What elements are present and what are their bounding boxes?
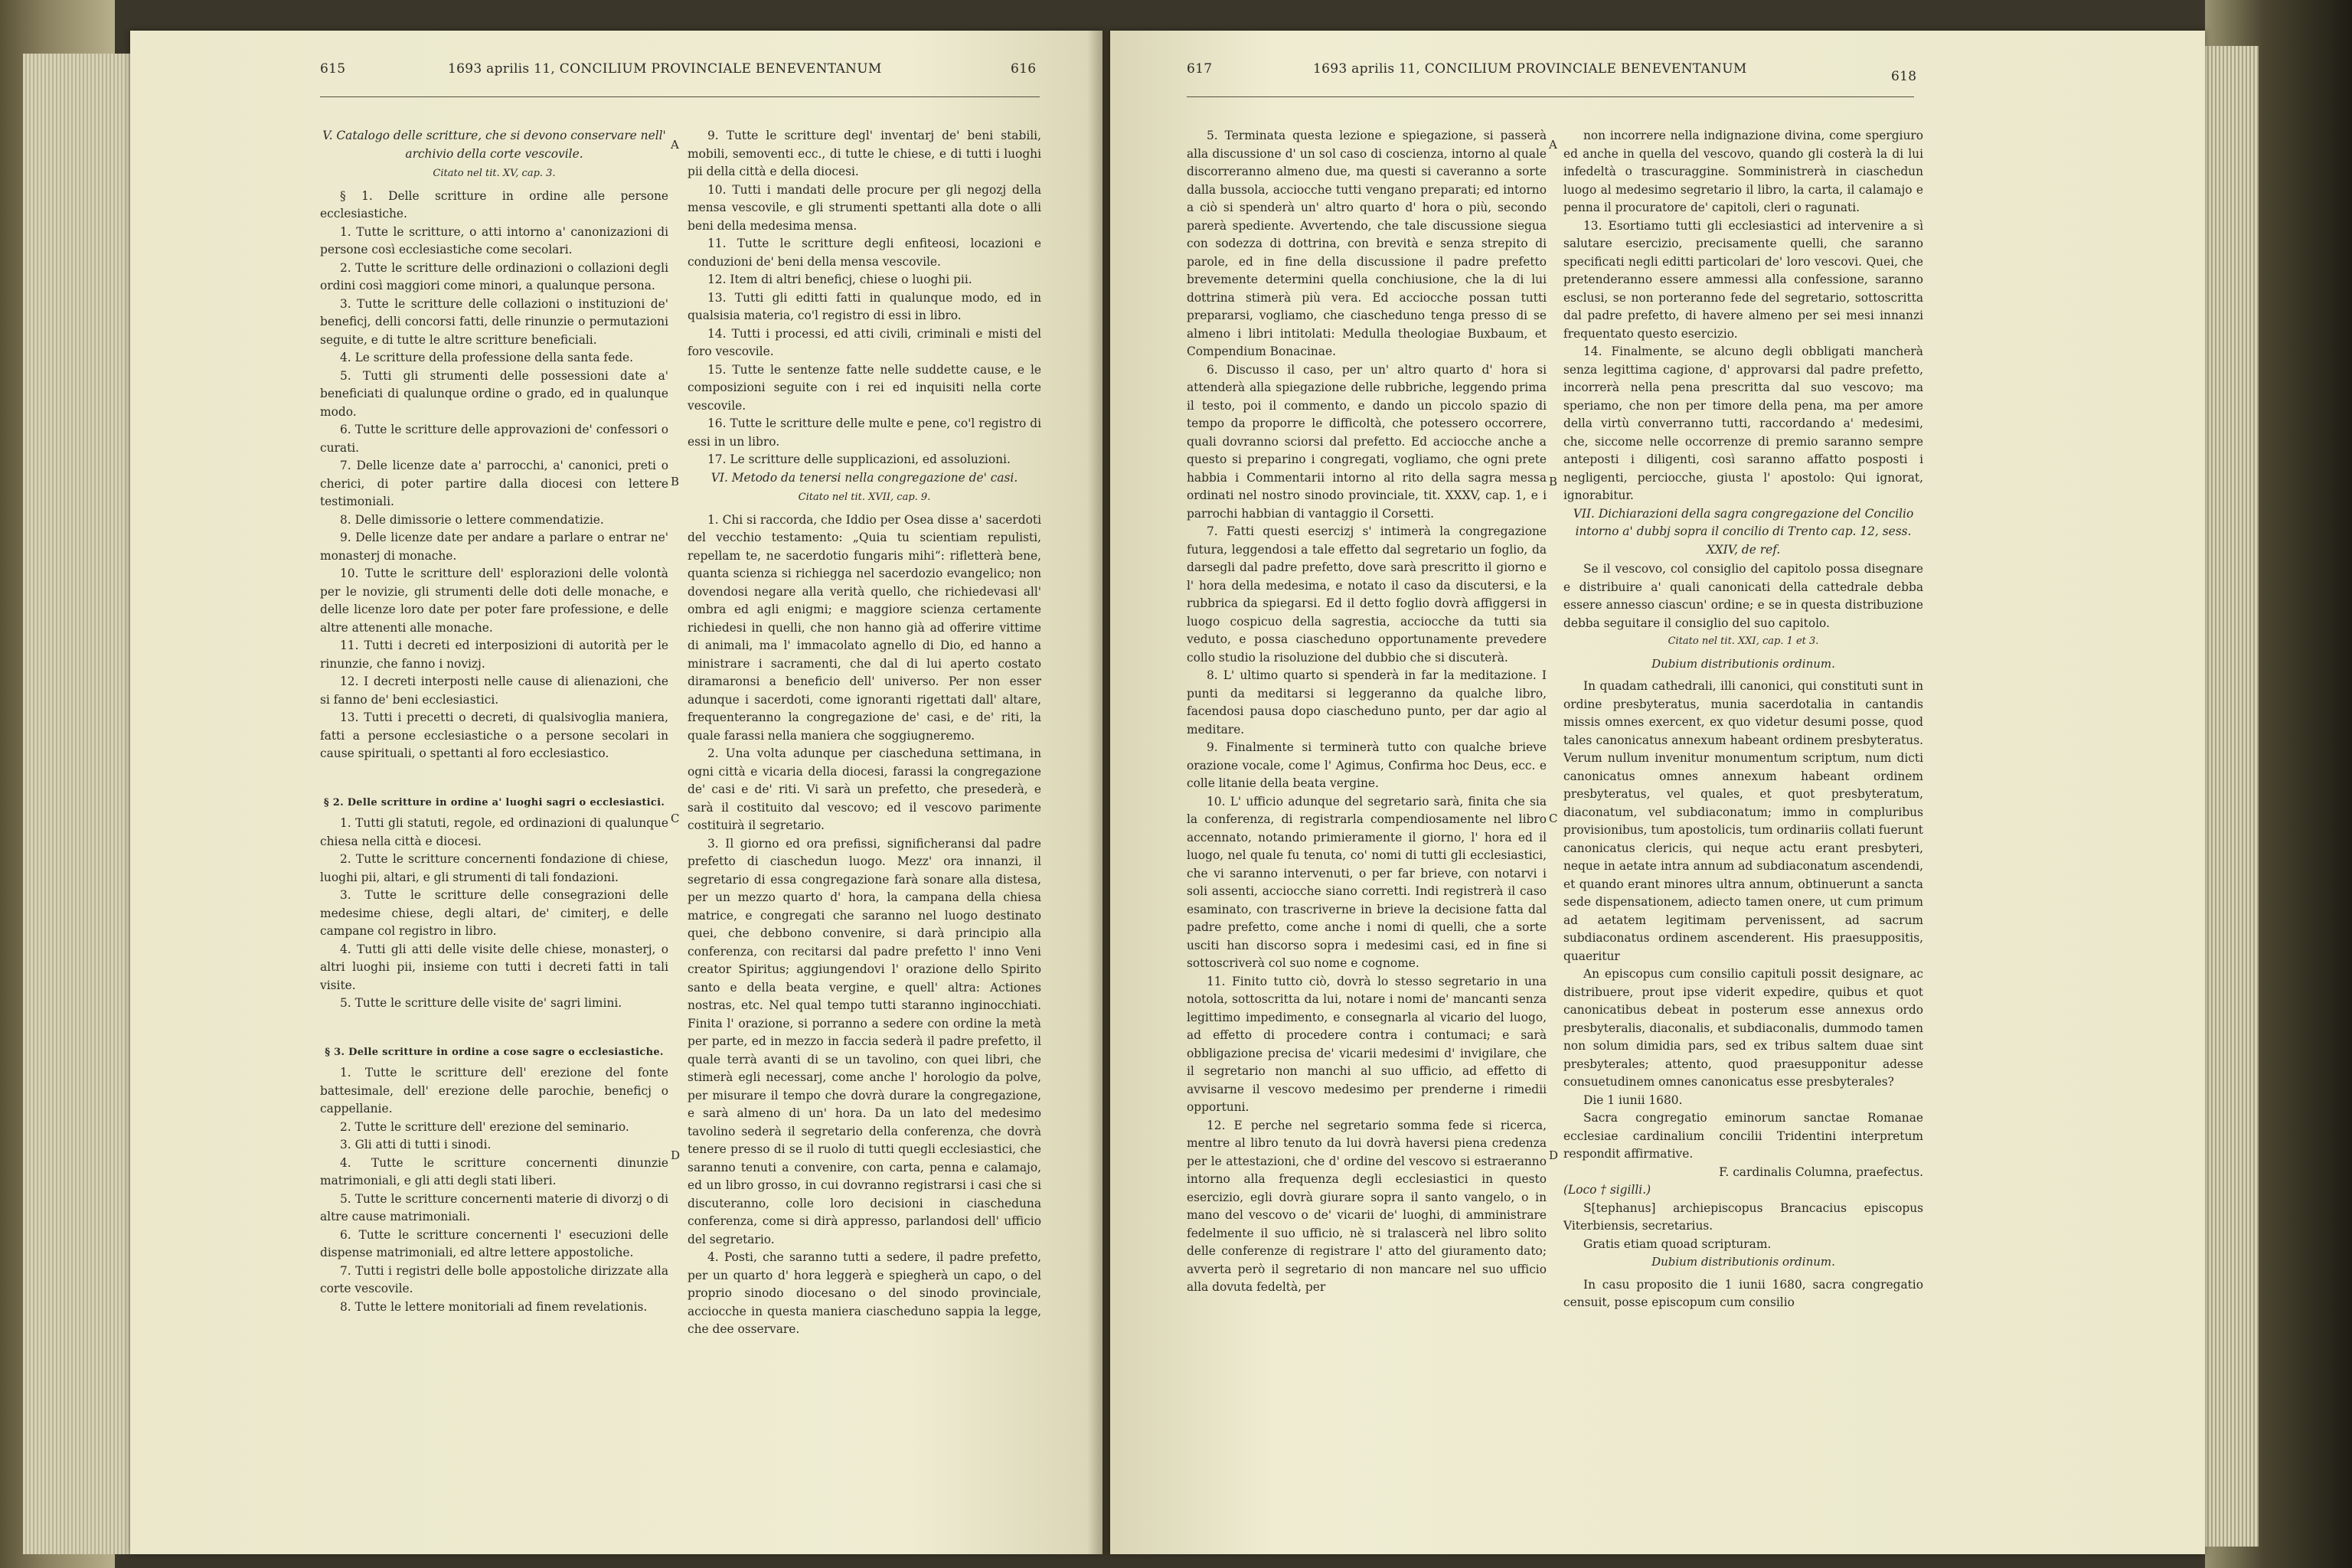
paragraph: 3. Gli atti di tutti i sinodi. <box>340 1138 492 1152</box>
section-heading: V. Catalogo delle scritture, che si devono conservare nell' archivio della corte vescovile. <box>322 129 666 161</box>
paragraph: 9. Finalmente si terminerà tutto con qualche brieve orazione vocale, come l' Agimus, Confirma hoc Deus, ecc. e colle litanie della beata vergine. <box>1187 740 1547 790</box>
right-page-column-1 <box>1187 127 1547 1297</box>
page-number-618: 618 <box>1891 69 1917 84</box>
margin-marker-b-left: B <box>671 475 680 488</box>
margin-marker-a-right: A <box>1549 138 1557 152</box>
paragraph: 2. Tutte le scritture dell' erezione del seminario. <box>340 1119 629 1134</box>
margin-marker-a-left: A <box>671 138 679 152</box>
paragraph: 6. Tutte le scritture concernenti l' esecuzioni delle dispense matrimoniali, ed altre lettere appostoliche. <box>320 1227 668 1259</box>
paragraph: 2. Tutte le scritture delle ordinazioni o collazioni degli ordini così maggiori come minori, a qualunque persona. <box>320 260 668 292</box>
paragraph: 5. Tutti gli strumenti delle possessioni date a' beneficiati di qualunque ordine o grado, ed in qualunque modo. <box>320 368 668 419</box>
paragraph: 10. L' ufficio adunque del segretario sarà, finita che sia la conferenza, di registrarla compendiosamente nel libro accennato, notando primieramente il giorno, l' hora ed il luogo, nel quale fu tenuta, co' nomi di tutti gli ecclesiastici, che vi saranno intervenuti, o per far brieve, con notarvi i soli assenti, acciocche siano corretti. Indi registrerà il caso esaminato, con trascriverne in brieve la decisione fatta dal padre prefetto, come anche i nomi di quelli, che a sorte usciti han discorso sopra i medesimi casi, ed in fine si sottoscriverà col suo nome e cognome. <box>1187 794 1547 970</box>
paragraph: 2. Una volta adunque per ciascheduna settimana, in ogni città e vicaria della diocesi, farassi la congregazione de' casi e de' riti. Vi sarà un prefetto, che presederà, e sarà il costituito dal vescovo; ed il vescovo parimente costituirà il segretario. <box>688 746 1041 832</box>
section-gap <box>320 763 668 789</box>
paragraph: 13. Esortiamo tutti gli ecclesiastici ad intervenire a sì salutare esercizio, precisamente quelli, che saranno specificati negli editti particolari de' loro vescovi. Quei, che pretenderanno essere ammessi alla confessione, saranno esclusi, se non porteranno fede del segretario, sottoscritta dal padre prefetto, di havere almeno per sei mesi innanzi frequentato questo esercizio. <box>1563 218 1923 341</box>
paragraph: Gratis etiam quoad scripturam. <box>1583 1236 1772 1251</box>
paragraph: Se il vescovo, col consiglio del capitolo possa disegnare e distribuire a' quali canonicati della cattedrale debba essere annesso ciascun' ordine; e se in questa distribuzione debba seguitare il consiglio del suo capitolo. <box>1563 562 1923 630</box>
margin-marker-c-right: C <box>1549 812 1558 825</box>
seal-note: (Loco † sigilli.) <box>1563 1183 1651 1197</box>
paragraph: 10. Tutti i mandati delle procure per gli negozj della mensa vescovile, e gli strumenti spettanti alla dote o alli beni della medesima mensa. <box>688 182 1041 233</box>
paragraph: 1. Tutte le scritture dell' erezione del fonte battesimale, dell' erezione delle parochie, beneficj o cappellanie. <box>320 1066 668 1116</box>
paragraph: 16. Tutte le scritture delle multe e pene, co'l registro di essi in un libro. <box>688 416 1041 449</box>
subsection-heading: § 3. Delle scritture in ordine a cose sagre o ecclesiastiche. <box>325 1046 664 1058</box>
header-rule-right <box>1187 96 1914 97</box>
paragraph: 8. Tutte le lettere monitoriali ad finem revelationis. <box>340 1299 648 1314</box>
paragraph: 15. Tutte le sentenze fatte nelle suddette cause, e le composizioni seguite con i rei ed inquisiti nella corte vescovile. <box>688 362 1041 413</box>
paragraph: non incorrere nella indignazione divina, come spergiuro ed anche in quella del vescovo, quando gli costerà la di lui infedeltà o trascuraggine. Somministrerà in ciaschedun luogo al medesimo segretario il libro, la carta, il calamajo e penna il procuratore de' capitoli, cleri o ragunati. <box>1563 129 1923 214</box>
centered-title: Dubium distributionis ordinum. <box>1651 1255 1835 1269</box>
paragraph: 14. Tutti i processi, ed atti civili, criminali e misti del foro vescovile. <box>688 326 1041 358</box>
running-head-left: 1693 aprilis 11, CONCILIUM PROVINCIALE BENEVENTANUM <box>448 61 882 77</box>
paragraph: 7. Fatti questi esercizj s' intimerà la congregazione futura, leggendosi a tale effetto dal segretario un foglio, da darsegli dal padre prefetto, dove sarà prescritto il giorno e l' hora della medesima, e notato il caso da discutersi, e la rubbrica da spiegarsi. Ed il detto foglio dovrà affiggersi in luogo cospicuo della sagrestia, acciocche da tutti sia veduto, e possa ciascheduno opportunamente prevedere collo studio la risoluzione del dubbio che si discuterà. <box>1187 524 1547 665</box>
paragraph: 2. Tutte le scritture concernenti fondazione di chiese, luoghi pii, altari, e gli strumenti di tali fondazioni. <box>320 852 668 884</box>
paragraph: 5. Tutte le scritture delle visite de' sagri limini. <box>340 996 622 1010</box>
left-page-header <box>130 61 1102 89</box>
centered-title: Dubium distributionis ordinum. <box>1651 656 1835 671</box>
citation-note: Citato nel tit. XVII, cap. 9. <box>798 492 931 503</box>
paragraph: 9. Tutte le scritture degl' inventarj de' beni stabili, mobili, semoventi ecc., di tutte le chiese, e di tutti i luoghi pii della città e della diocesi. <box>688 129 1041 178</box>
paragraph: 1. Tutte le scritture, o atti intorno a' canonizazioni di persone così ecclesiastiche come secolari. <box>320 224 668 256</box>
citation-note: Citato nel tit. XXI, cap. 1 et 3. <box>1668 635 1819 647</box>
paragraph: 12. Item di altri beneficj, chiese o luoghi pii. <box>707 273 972 286</box>
paragraph: 12. I decreti interposti nelle cause di alienazioni, che si fanno de' beni ecclesiastici. <box>320 675 668 707</box>
paragraph: 13. Tutti gli editti fatti in qualunque modo, ed in qualsisia materia, co'l registro di essi in libro. <box>688 290 1041 322</box>
paragraph: § 1. Delle scritture in ordine alle persone ecclesiastiche. <box>320 188 668 220</box>
margin-marker-c-left: C <box>671 812 680 825</box>
section-heading: VII. Dichiarazioni della sagra congregazione del Concilio intorno a' dubbj sopra il concilio di Trento cap. 12, sess. XXIV, de ref. <box>1573 506 1914 557</box>
paragraph: 10. Tutte le scritture dell' esplorazioni delle volontà per le novizie, gli strumenti delle doti delle monache, e delle licenze loro date per poter fare professione, e delle altre attenenti alle monache. <box>320 567 668 635</box>
paragraph: 4. Tutti gli atti delle visite delle chiese, monasterj, o altri luoghi pii, insieme con tutti i decreti fatti in tali visite. <box>320 942 668 992</box>
section-gap <box>320 1013 668 1039</box>
paragraph: 5. Terminata questa lezione e spiegazione, si passerà alla discussione d' un sol caso di coscienza, intorno al quale discorreranno almeno due, ma questi si caveranno a sorte dalla bussola, acciocche tutti vengano preparati; ed intorno a ciò si spenderà un' altro quarto d' hora o più, secondo parerà spediente. Avvertendo, che tale discussione siegua con sodezza di dottrina, con brevità e senza strepito di parole, ed in fine della discussione il padre prefetto brevemente determini quella conchiusione, che la di lui dottrina stimerà più vera. Ed acciocche possan tutti prepararsi, vogliamo, che ciascheduno tenga presso di se almeno i libri intitolati: Medulla theologiae Buxbaum, et Compendium Bonacinae. <box>1187 129 1547 358</box>
paragraph: 1. Chi si raccorda, che Iddio per Osea disse a' sacerdoti del vecchio testamento: „Quia tu scientiam repulisti, repellam te, ne sacerdotio fungaris mihi“: rifletterà bene, quanta scienza si richiegga nel sacerdozio evangelico; non dovendosi negare alla verità quello, che richiedevasi all' ombra ed agli enigmi; e maggiore scienza certamente richiedesi in quelli, che non hanno già ad offerire vittime di animali, ma l' immacolato agnello di Dio, ed hanno a ministrare i sacramenti, che dal di lui aperto costato diramaronsi a beneficio dell' universo. Per non esser adunque i sacerdoti, come ignoranti rigettati dall' altare, frequenteranno la congregazione de' casi, e de' riti, la quale farassi nella maniera che soggiugneremo. <box>688 512 1041 743</box>
paragraph: 6. Discusso il caso, per un' altro quarto d' hora si attenderà alla spiegazione delle rubbriche, leggendo prima il testo, poi il commento, e dando un piccolo spazio di tempo da proporre le difficoltà, che potessero occorrere, quali dovranno sciorsi dal prefetto. Ed acciocche anche a questo si preparino i congregati, vogliamo, che ogni prete habbia i Commentarii intorno al rito della sagra messa ordinati nel nostro sinodo provinciale, tit. XXXV, cap. 1, e i parrochi habbian di vantaggio il Corsetti. <box>1187 362 1547 521</box>
margin-marker-d-left: D <box>671 1148 681 1162</box>
paragraph: In casu proposito die 1 iunii 1680, sacra congregatio censuit, posse episcopum cum consilio <box>1563 1277 1923 1309</box>
paragraph: 12. E perche nel segretario somma fede si ricerca, mentre al libro tenuto da lui dovrà haversi piena credenza per le attestazioni, che d' ordine del vescovo si estraeranno intorno alla frequenza degli ecclesiastici in questo esercizio, egli dovrà giurare sopra il santo vangelo, o in mano del vescovo o de' vicarii de' luoghi, di amministrare fedelmente il suo ufficio, nè si tralascerà nel libro solito delle conferenze di registrare l' atto del giuramento dato; avverta però il segretario di non mancare nel suo ufficio alla dovuta fedeltà, per <box>1187 1118 1547 1294</box>
subsection-heading: § 2. Delle scritture in ordine a' luoghi sagri o ecclesiastici. <box>323 796 665 808</box>
paragraph: Sacra congregatio eminorum sanctae Romanae ecclesiae cardinalium concilii Tridentini interpretum respondit affirmative. <box>1563 1111 1923 1161</box>
page-number-617: 617 <box>1187 61 1213 77</box>
paragraph: 5. Tutte le scritture concernenti materie di divorzj o di altre cause matrimoniali. <box>320 1191 668 1223</box>
paragraph: 7. Delle licenze date a' parrocchi, a' canonici, preti o cherici, di poter partire dalla diocesi con lettere testimoniali. <box>320 459 668 508</box>
paragraph: 11. Tutti i decreti ed interposizioni di autorità per le rinunzie, che fanno i novizj. <box>320 639 668 671</box>
margin-marker-b-right: B <box>1549 475 1558 488</box>
paragraph: 6. Tutte le scritture delle approvazioni de' confessori o curati. <box>320 423 668 455</box>
paragraph: 7. Tutti i registri delle bolle appostoliche dirizzate alla corte vescovile. <box>320 1263 668 1295</box>
paragraph: 8. L' ultimo quarto si spenderà in far la meditazione. I punti da meditarsi si leggeranno da qualche libro, facendosi pausa dopo ciascheduno punto, per dar agio al meditare. <box>1187 668 1547 737</box>
right-page-column-2 <box>1563 127 1923 1312</box>
right-page-header <box>1110 61 2205 89</box>
header-rule-left <box>320 96 1040 97</box>
paragraph: In quadam cathedrali, illi canonici, qui constituti sunt in ordine presbyteratus, munia sacerdotalia in cantandis missis omnes exercent, ex quo videtur desumi posse, quod tales canonicatus annexum habeant ordinem presbyteratus. Verum nullum invenitur monumentum scriptum, num dicti canonicatus omnes annexum habeant ordinem presbyteratus, vel quales, et quot presbyteratum, diaconatum, vel subdiaconatum; immo in compluribus provisionibus, tum apostolicis, tum ordinariis collati fuerunt canonicatus clericis, qui neque actu erant presbyteri, neque in aetate intra annum ad subdiaconatum ascendendi, et quando erant minores ultra annum, obtinuerunt a sancta sede dispensationem, adiecto tamen onere, ut cum primum ad aetatem legitimam pervenissent, ad sacrum subdiaconatus ordinem ascenderent. His praesuppositis, quaeritur <box>1563 679 1923 963</box>
citation-note: Citato nel tit. XV, cap. 3. <box>433 168 556 179</box>
signature-line: F. cardinalis Columna, praefectus. <box>1719 1165 1923 1179</box>
section-heading: VI. Metodo da tenersi nella congregazione de' casi. <box>710 470 1018 485</box>
paragraph: 4. Tutte le scritture concernenti dinunzie matrimoniali, e gli atti degli stati liberi. <box>320 1155 668 1187</box>
paragraph: 8. Delle dimissorie o lettere commendatizie. <box>340 512 604 527</box>
paragraph: 14. Finalmente, se alcuno degli obbligati mancherà senza legittima cagione, d' approvarsi dal padre prefetto, incorrerà nella pena prescritta dal suo vescovo; ma speriamo, che non per timore della pena, ma per amore della virtù converranno tutti, raccordando a' medesimi, che, siccome nelle occorrenze di premio saranno sempre anteposti i diligenti, così saranno affatto posposti i negligenti, perciocche, giusta l' apostolo: Qui ignorat, ignorabitur. <box>1563 345 1923 502</box>
paragraph: 3. Tutte le scritture delle consegrazioni delle medesime chiese, degli altari, de' cimiterj, e delle campane col registro in libro. <box>320 888 668 938</box>
running-head-right: 1693 aprilis 11, CONCILIUM PROVINCIALE BENEVENTANUM <box>1313 61 1747 77</box>
page-number-616: 616 <box>1011 61 1037 77</box>
page-number-615: 615 <box>320 61 346 77</box>
paragraph: 13. Tutti i precetti o decreti, di qualsivoglia maniera, fatti a persone ecclesiastiche o a persone secolari in cause spirituali, o spettanti al foro ecclesiastico. <box>320 710 668 760</box>
paragraph: 11. Tutte le scritture degli enfiteosi, locazioni e conduzioni de' beni della mensa vescovile. <box>688 237 1041 269</box>
margin-marker-d-right: D <box>1549 1148 1559 1162</box>
paragraph: S[tephanus] archiepiscopus Brancacius episcopus Viterbiensis, secretarius. <box>1563 1200 1923 1233</box>
paragraph: An episcopus cum consilio capituli possit designare, ac distribuere, prout ipse viderit expedire, quibus et quot canonicatibus debeat in posterum esse annexus ordo presbyteralis, diaconalis, et subdiaconalis, dummodo tamen non solum dimidia pars, sed ex tribus saltem duae sint presbyterales; attento, quod praesupponitur adesse consuetudinem omnes canonicatus esse presbyterales? <box>1563 967 1923 1089</box>
paragraph: 11. Finito tutto ciò, dovrà lo stesso segretario in una notola, sottoscritta da lui, notare i nomi de' mancanti senza legittimo impedimento, e consegnarla al vicario del luogo, ad effetto di procedere contra i contumaci; e sarà obbligazione precisa de' vicarii medesimi d' invigilare, che il segretario non manchi al suo ufficio, ad effetto di avvisarne il vescovo medesimo per prenderne i rimedii opportuni. <box>1187 974 1547 1114</box>
paragraph: 3. Il giorno ed ora prefissi, significheransi dal padre prefetto di ciaschedun luogo. Mezz' ora innanzi, il segretario di essa congregazione farà sonare alla distesa, per un mezzo quarto d' hora, la campana della chiesa matrice, e congregati che saranno nel luogo destinato quei, che debbono convenire, si darà principio alla conferenza, con recitarsi dal padre prefetto l' inno Veni creator Spiritus; aggiungendovi l' orazione dello Spirito santo e della beata vergine, e quell' altra: Actiones nostras, etc. Nel qual tempo tutti staranno inginocchiati. Finita l' orazione, si porranno a sedere con ordine la metà per parte, ed in mezzo in faccia sederà il padre prefetto, il quale terrà avanti di se un tavolino, con quei libri, che stimerà egli necessarj, come anche l' horologio da polve, per misurare il tempo che dovrà durare la congregazione, e sarà almeno di un' hora. Da un lato del medesimo tavolino sederà il segretario della conferenza, che dovrà tenere presso di se il ruolo di tutti quegli ecclesiastici, che saranno tenuti a convenire, con carta, penna e calamajo, ed un libro grosso, in cui dovranno registrarsi i casi che si discuteranno, colle loro decisioni in ciascheduna conferenza, come si dirà appresso, parlandosi dell' ufficio del segretario. <box>688 836 1041 1246</box>
left-page-column-1 <box>320 127 668 1316</box>
paragraph: 1. Tutti gli statuti, regole, ed ordinazioni di qualunque chiesa nella città e diocesi. <box>320 816 668 848</box>
left-page-column-2 <box>688 127 1041 1339</box>
page-stack-left <box>23 54 130 1554</box>
paragraph: 4. Le scritture della professione della santa fede. <box>340 351 634 364</box>
paragraph: 9. Delle licenze date per andare a parlare o entrar ne' monasterj di monache. <box>320 531 668 563</box>
paragraph: Die 1 iunii 1680. <box>1583 1093 1683 1107</box>
right-page <box>1110 31 2205 1554</box>
paragraph: 17. Le scritture delle supplicazioni, ed assoluzioni. <box>707 452 1011 466</box>
paragraph: 4. Posti, che saranno tutti a sedere, il padre prefetto, per un quarto d' hora leggerà e spiegherà un capo, o del proprio sinodo diocesano o del sinodo provinciale, acciocche in questa maniera ciascheduno sappia la legge, che dee osservare. <box>688 1250 1041 1336</box>
left-page <box>130 31 1102 1554</box>
paragraph: 3. Tutte le scritture delle collazioni o instituzioni de' beneficj, delli concorsi fatti, delle rinunzie o permutazioni seguite, e di tutte le altre scritture beneficiali. <box>320 296 668 347</box>
